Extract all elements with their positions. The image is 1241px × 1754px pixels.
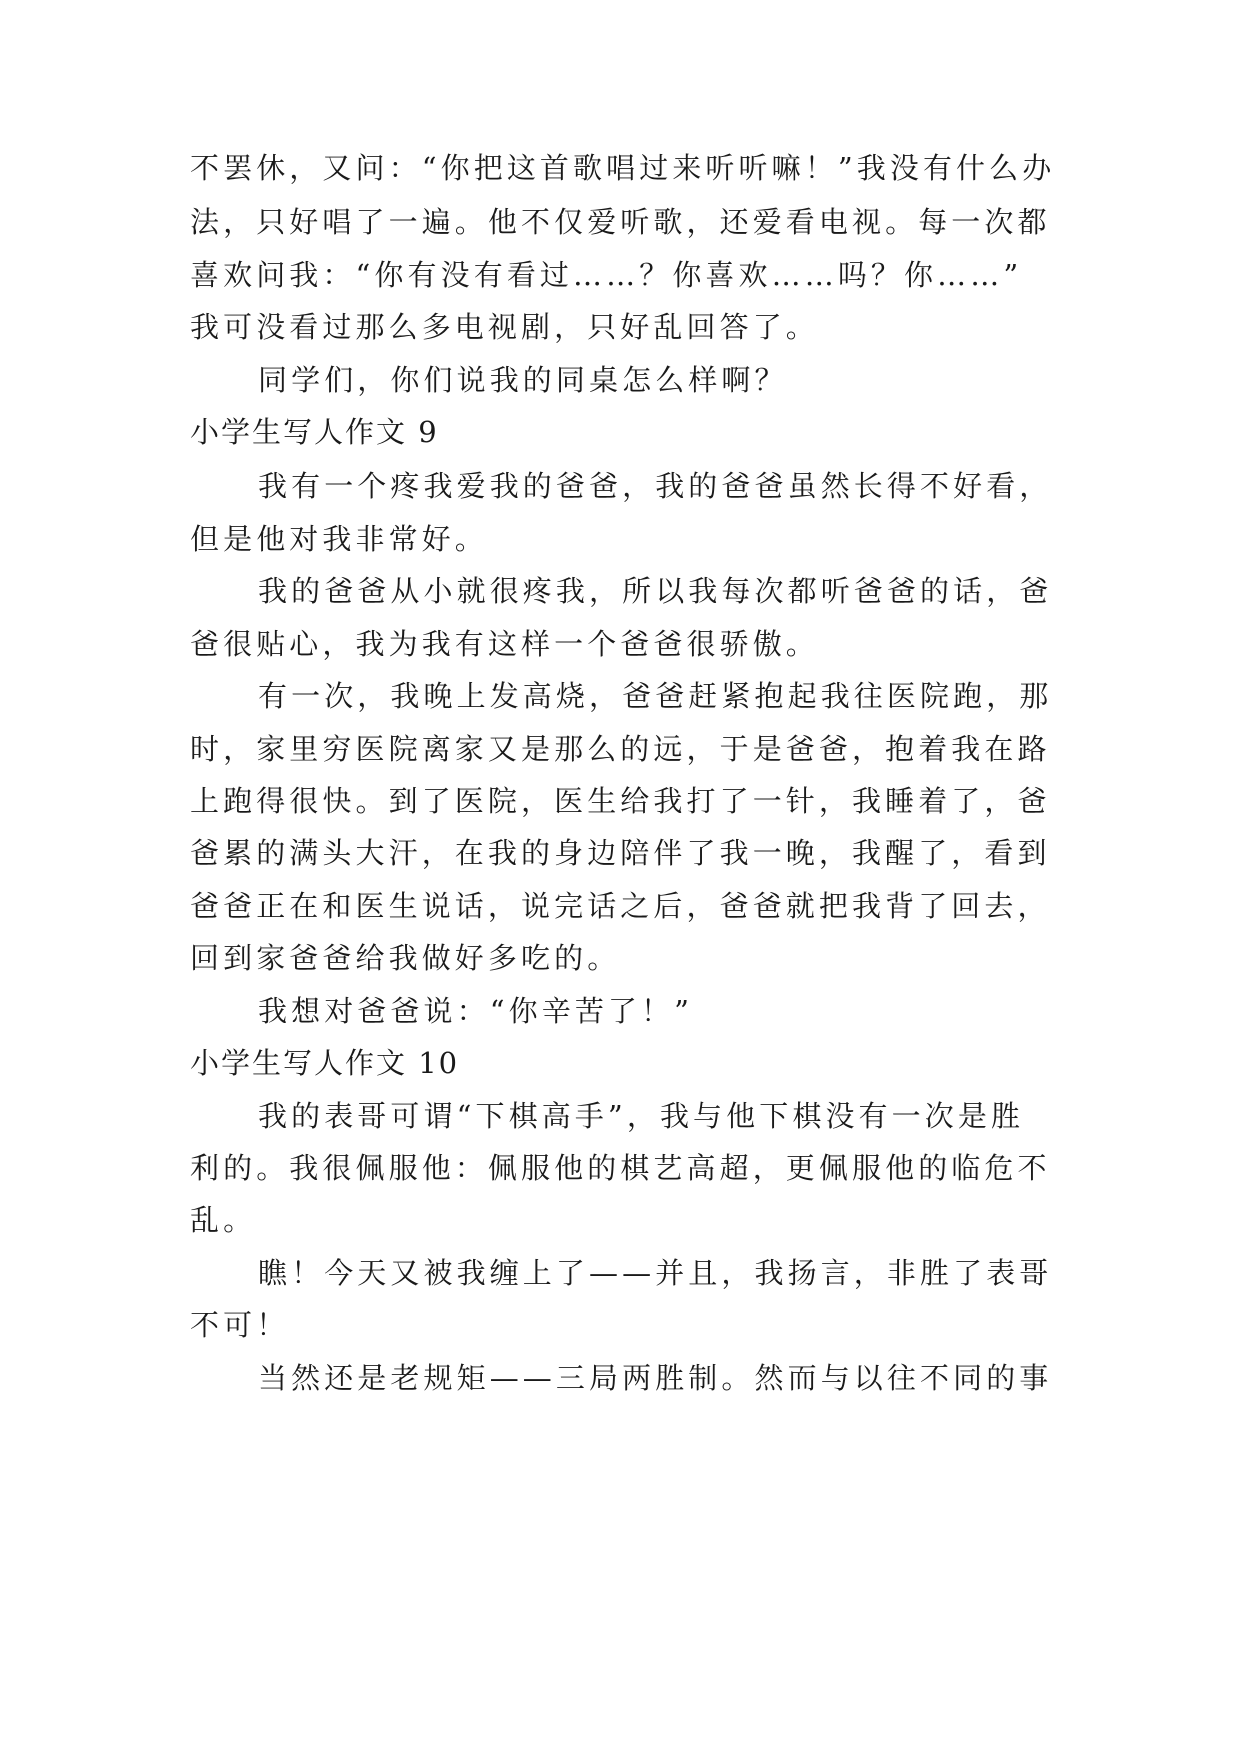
paragraph-line: 我的爸爸从小就很疼我，所以我每次都听爸爸的话，爸 — [258, 574, 1053, 608]
paragraph-line: 上跑得很快。到了医院，医生给我打了一针，我睡着了，爸 — [190, 784, 1051, 818]
paragraph-line: 我的表哥可谓“下棋高手”，我与他下棋没有一次是胜 — [258, 1099, 1025, 1133]
section-heading: 小学生写人作文 10 — [190, 1046, 460, 1080]
paragraph-line: 我可没看过那么多电视剧，只好乱回答了。 — [190, 310, 819, 344]
paragraph-line: 利的。我很佩服他：佩服他的棋艺高超，更佩服他的临危不 — [190, 1151, 1051, 1185]
paragraph-line: 同学们，你们说我的同桌怎么样啊？ — [258, 363, 788, 397]
paragraph-line: 喜欢问我：“你有没有看过……？你喜欢……吗？你……” — [190, 258, 1023, 292]
paragraph-line: 我想对爸爸说：“你辛苦了！” — [258, 994, 694, 1028]
paragraph-line: 回到家爸爸给我做好多吃的。 — [190, 941, 621, 975]
paragraph-line: 不可！ — [190, 1308, 290, 1342]
paragraph-line: 当然还是老规矩——三局两胜制。然而与以往不同的事 — [258, 1361, 1053, 1395]
paragraph-line: 时，家里穷医院离家又是那么的远，于是爸爸，抱着我在路 — [190, 732, 1051, 766]
paragraph-line: 但是他对我非常好。 — [190, 522, 488, 556]
paragraph-line: 我有一个疼我爱我的爸爸，我的爸爸虽然长得不好看， — [258, 469, 1053, 503]
paragraph-line: 爸累的满头大汗，在我的身边陪伴了我一晚，我醒了，看到 — [190, 836, 1051, 870]
paragraph-line: 瞧！今天又被我缠上了——并且，我扬言，非胜了表哥 — [258, 1256, 1053, 1290]
paragraph-line: 爸很贴心，我为我有这样一个爸爸很骄傲。 — [190, 627, 819, 661]
paragraph-line: 爸爸正在和医生说话，说完话之后，爸爸就把我背了回去， — [190, 889, 1051, 923]
paragraph-line: 有一次，我晚上发高烧，爸爸赶紧抱起我往医院跑，那 — [258, 679, 1053, 713]
paragraph-line: 不罢休，又问：“你把这首歌唱过来听听嘛！”我没有什么办 — [190, 151, 1056, 185]
section-heading: 小学生写人作文 9 — [190, 415, 439, 449]
paragraph-line: 乱。 — [190, 1203, 257, 1237]
paragraph-line: 法，只好唱了一遍。他不仅爱听歌，还爱看电视。每一次都 — [190, 205, 1051, 239]
